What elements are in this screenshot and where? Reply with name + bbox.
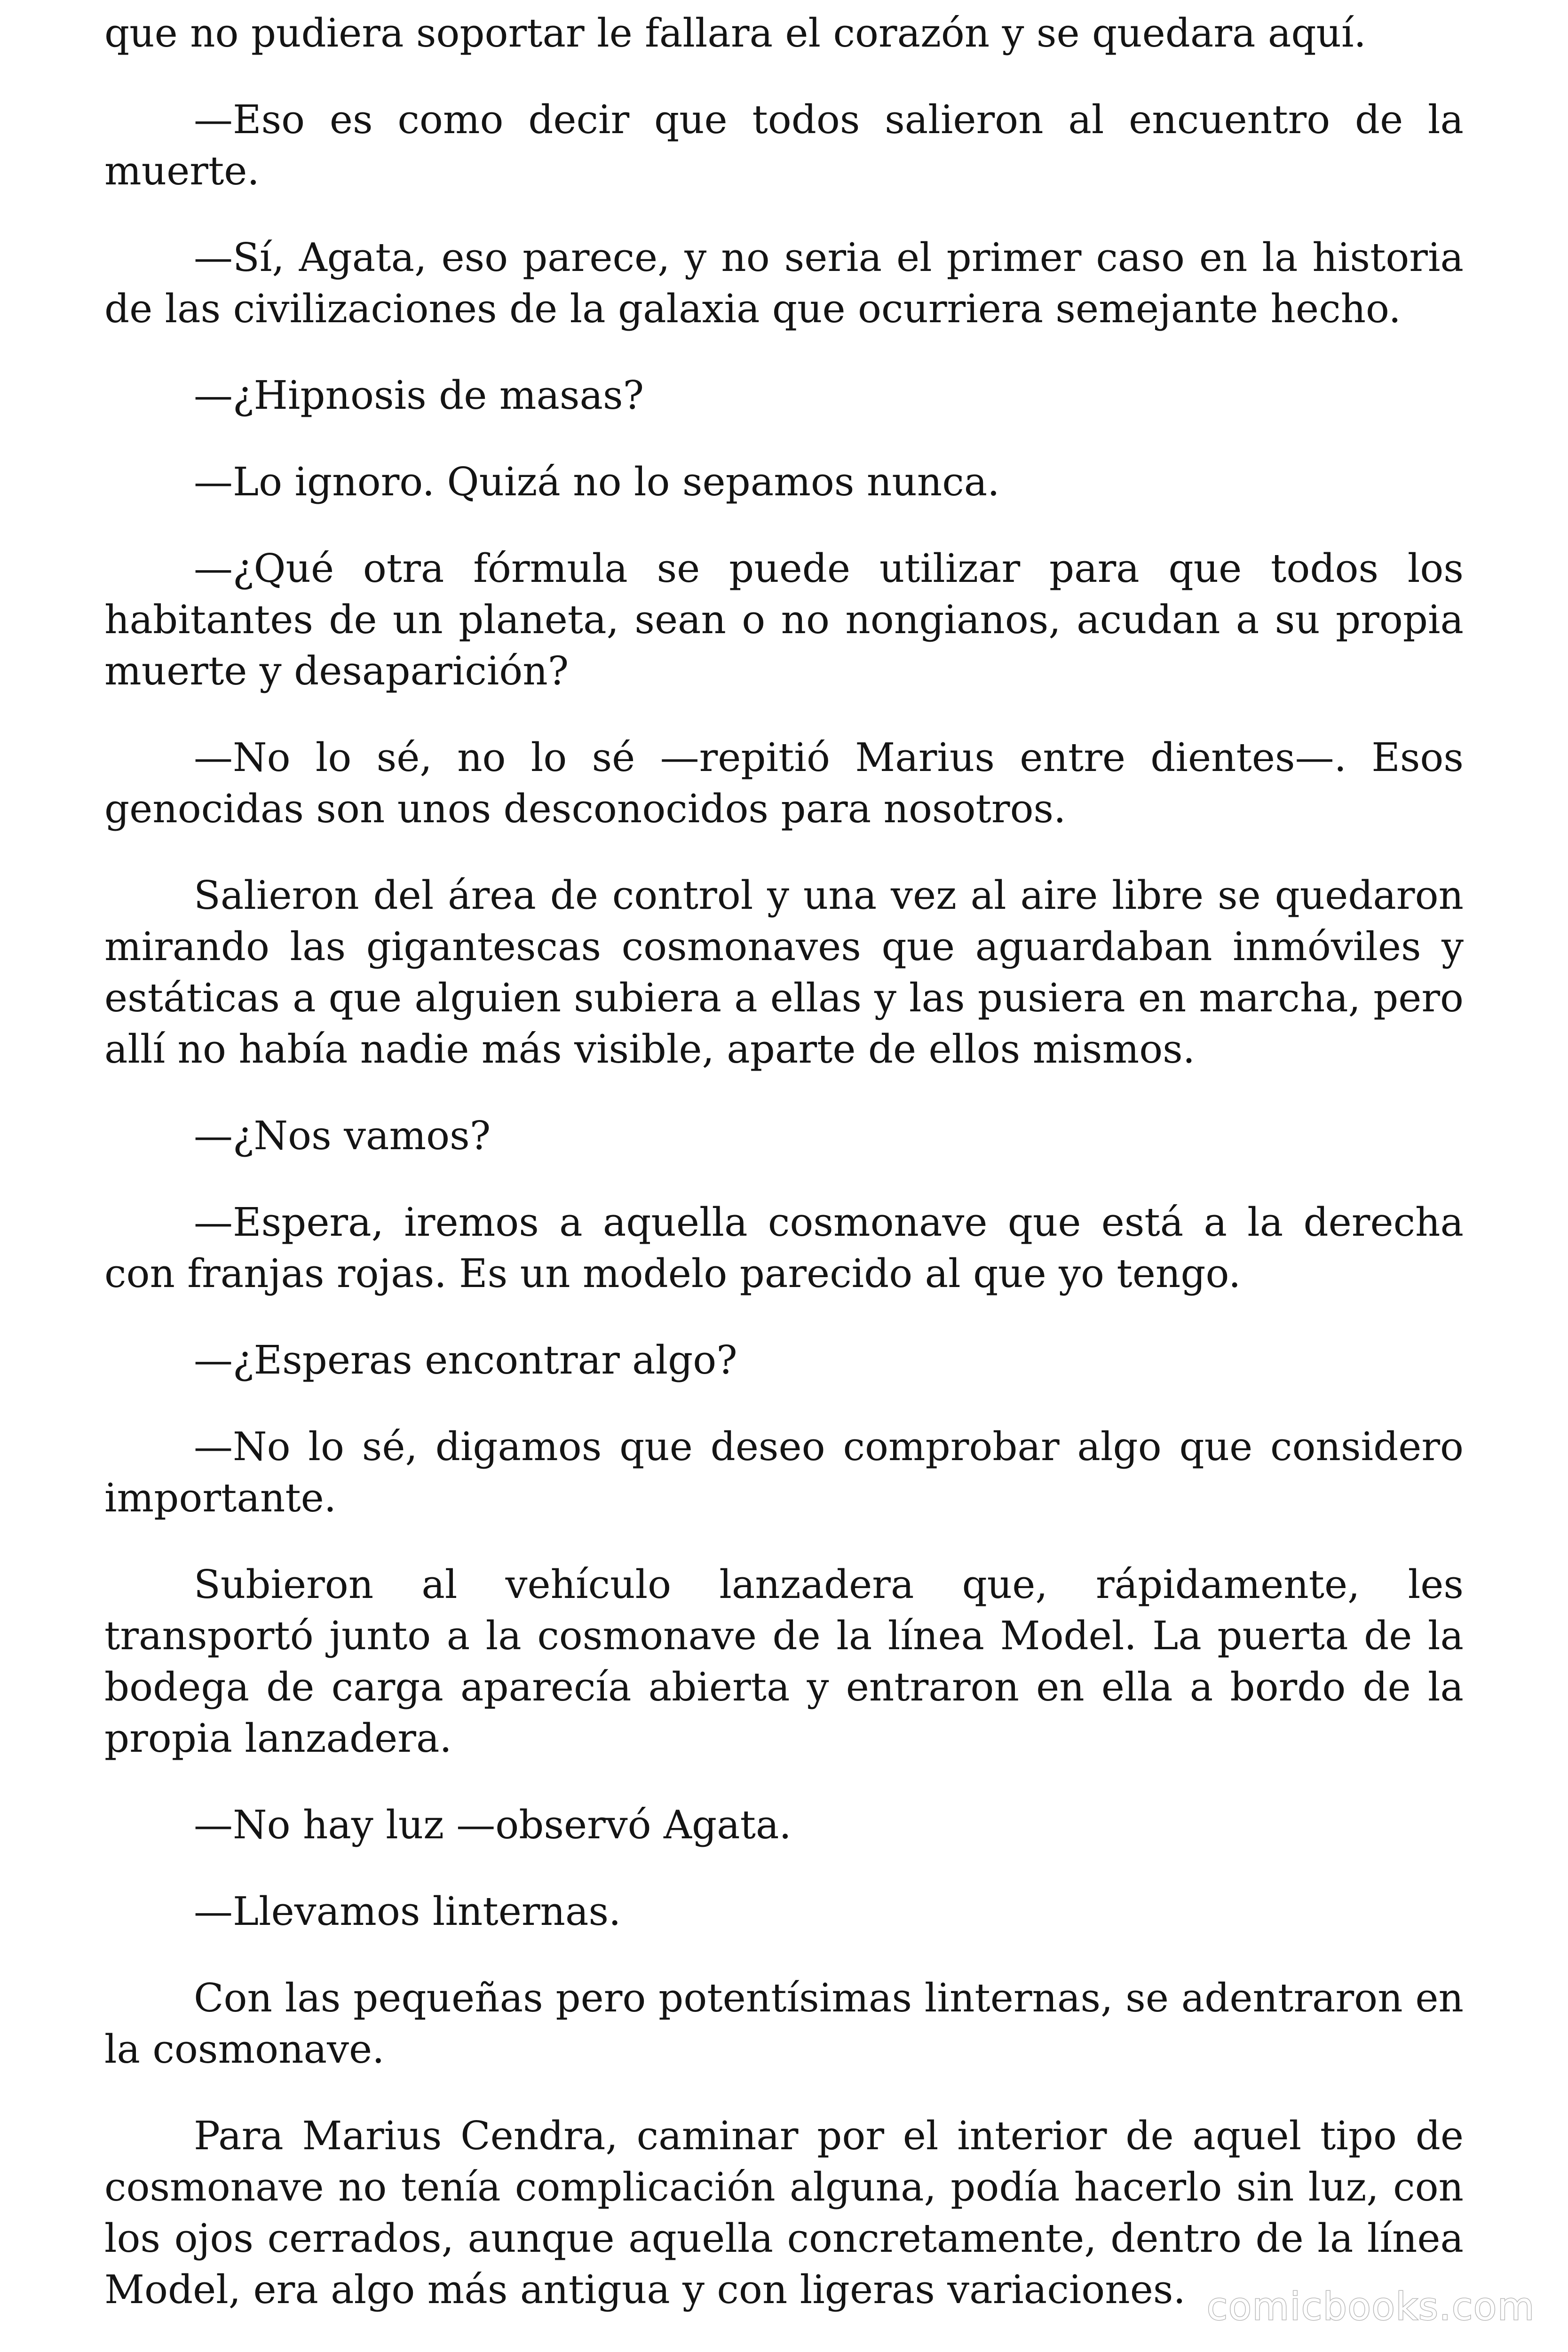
paragraph: —No lo sé, digamos que deseo comprobar algo que considero importante.: [104, 1424, 1464, 1521]
paragraph: Para Marius Cendra, caminar por el interior de aquel tipo de cosmonave no tenía complicación alguna, podía hacerlo sin luz, con los ojos cerrados, aunque aquella concretamente, dentro de la línea Model, era algo más antigua y con ligeras variaciones.: [104, 2113, 1464, 2312]
paragraph: —Eso es como decir que todos salieron al encuentro de la muerte.: [104, 97, 1464, 194]
paragraph: —No hay luz —observó Agata.: [194, 1802, 792, 1848]
paragraph: que no pudiera soportar le fallara el corazón y se quedara aquí.: [104, 10, 1366, 56]
paragraph: Con las pequeñas pero potentísimas linternas, se adentraron en la cosmonave.: [104, 1975, 1464, 2072]
paragraph: Salieron del área de control y una vez al aire libre se quedaron mirando las gigantescas cosmonaves que aguardaban inmóviles y estáticas a que alguien subiera a ellas y las pusiera en marcha, pero allí no había nadie más visible, aparte de ellos mismos.: [104, 873, 1464, 1072]
paragraph: —Espera, iremos a aquella cosmonave que está a la derecha con franjas rojas. Es un modelo parecido al que yo tengo.: [104, 1200, 1464, 1296]
paragraph: —Sí, Agata, eso parece, y no seria el primer caso en la historia de las civilizaciones de la galaxia que ocurriera semejante hecho.: [104, 235, 1464, 332]
paragraph: —¿Qué otra fórmula se puede utilizar para que todos los habitantes de un planeta, sean o no nongianos, acudan a su propia muerte y desaparición?: [104, 546, 1464, 694]
paragraph: —Lo ignoro. Quizá no lo sepamos nunca.: [194, 459, 1000, 505]
paragraph: —¿Nos vamos?: [194, 1113, 491, 1159]
paragraph: —No lo sé, no lo sé —repitió Marius entre dientes—. Esos genocidas son unos desconocidos para nosotros.: [104, 735, 1464, 832]
paragraph: —¿Hipnosis de masas?: [194, 373, 644, 418]
paragraph: Subieron al vehículo lanzadera que, rápidamente, les transportó junto a la cosmonave de la línea Model. La puerta de la bodega de carga aparecía abierta y entraron en ella a bordo de la propia lanzadera.: [104, 1562, 1464, 1761]
paragraph: —¿Esperas encontrar algo?: [194, 1337, 737, 1383]
watermark: comicbooks.com: [1206, 2285, 1535, 2328]
paragraph: —Llevamos linternas.: [194, 1889, 621, 1934]
